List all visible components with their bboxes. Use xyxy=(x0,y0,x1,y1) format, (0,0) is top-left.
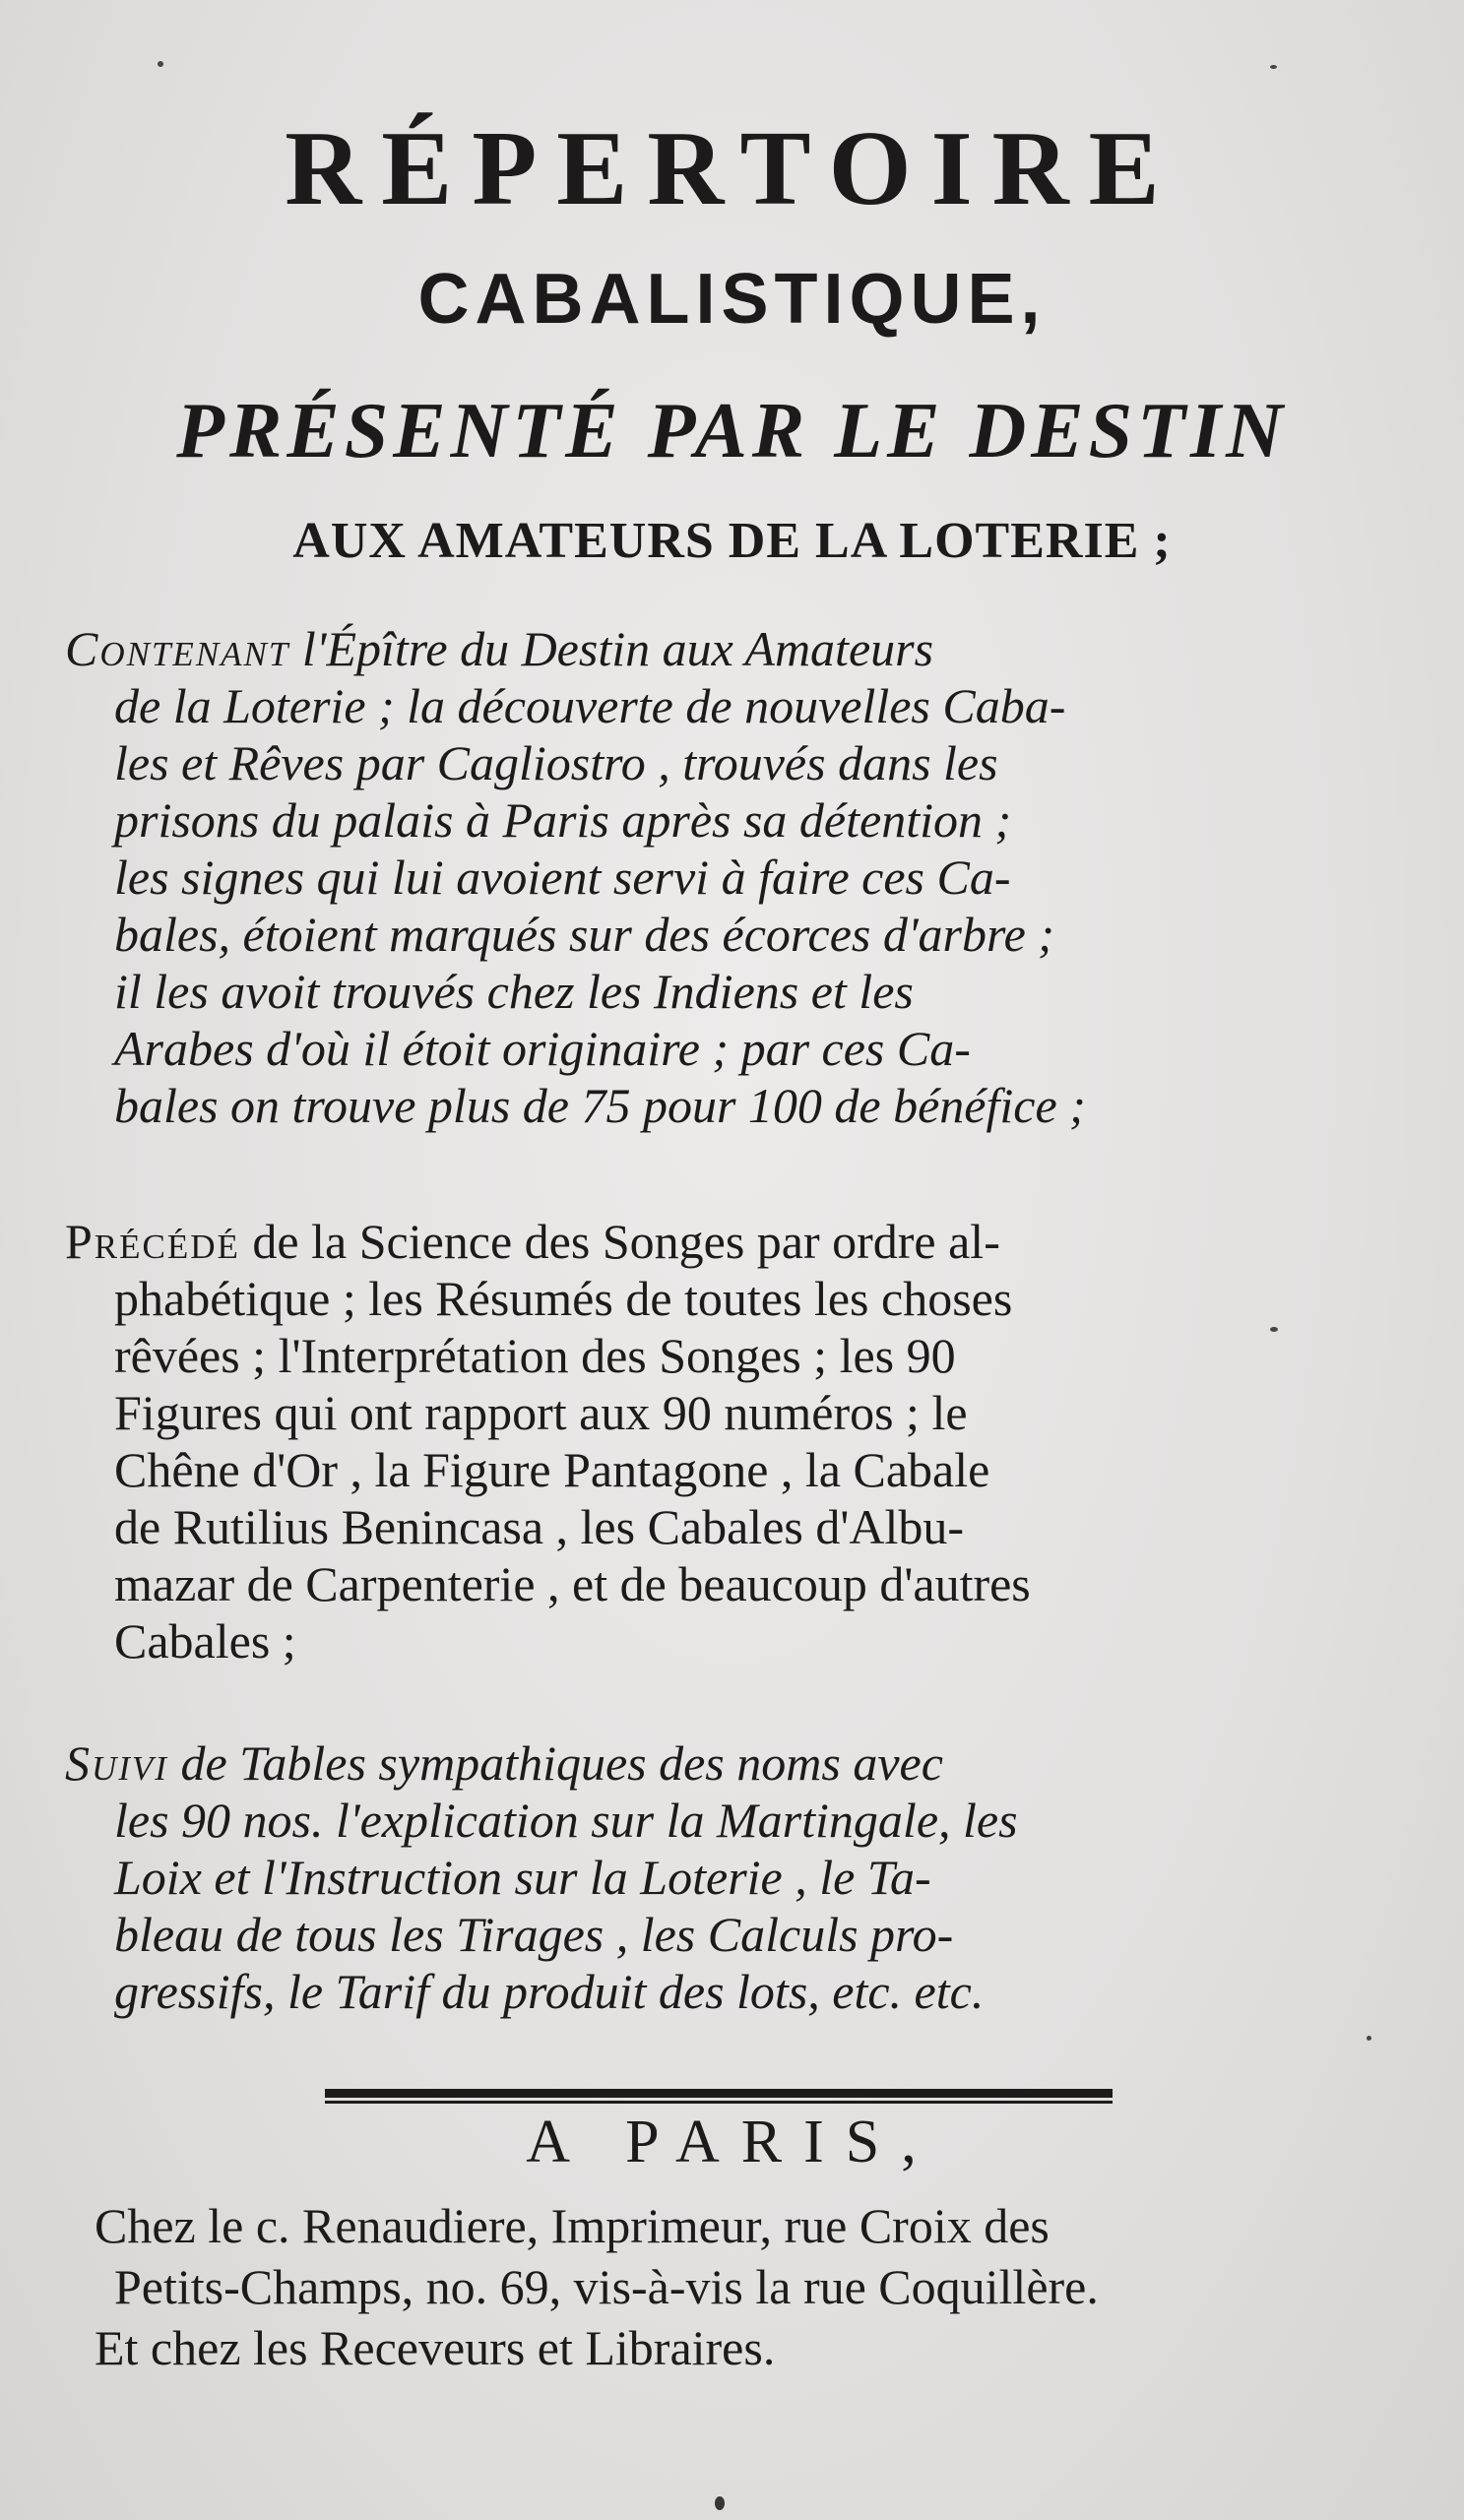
followed-line: Loix et l'Instruction sur la Loterie , le Ta- xyxy=(114,1850,931,1905)
preceded-line: Précédé de la Science des Songes par ordre al- xyxy=(65,1214,1000,1269)
ink-speck xyxy=(1367,2036,1371,2041)
preceded-lead: Précédé xyxy=(65,1214,240,1269)
contents-line: de la Loterie ; la découverte de nouvelles Caba- xyxy=(114,678,1066,733)
imprint-block xyxy=(95,2195,1374,2378)
preceded-line: mazar de Carpenterie , et de beaucoup d'autres xyxy=(114,1556,1031,1611)
preceded-paragraph xyxy=(65,1213,1345,1670)
contents-line: les et Rêves par Cagliostro , trouvés dans les xyxy=(114,735,998,790)
preceded-line: Chêne d'Or , la Figure Pantagone , la Cabale xyxy=(114,1442,990,1497)
contents-line: il les avoit trouvés chez les Indiens et les xyxy=(114,964,914,1019)
title-line-2: CABALISTIQUE, xyxy=(417,260,1047,339)
followed-paragraph xyxy=(65,1734,1345,2020)
place-of-publication: A PARIS, xyxy=(526,2109,938,2175)
followed-line: bleau de tous les Tirages , les Calculs pro- xyxy=(114,1907,954,1962)
ink-speck xyxy=(158,61,163,67)
contents-line: bales on trouve plus de 75 pour 100 de bénéfice ; xyxy=(114,1078,1086,1133)
imprint-line: Et chez les Receveurs et Libraires. xyxy=(95,2320,776,2375)
ornament-dot xyxy=(715,2496,725,2510)
preceded-line: rêvées ; l'Interprétation des Songes ; les 90 xyxy=(114,1328,956,1383)
followed-lead: Suivi xyxy=(65,1735,168,1791)
imprint-line: Petits-Champs, no. 69, vis-à-vis la rue Coquillère. xyxy=(114,2259,1099,2314)
followed-line: Suivi de Tables sympathiques des noms avec xyxy=(65,1735,943,1791)
followed-line: gressifs, le Tarif du produit des lots, etc. etc. xyxy=(114,1964,985,2019)
contents-line: Contenant l'Épître du Destin aux Amateurs xyxy=(65,621,934,676)
contents-line: bales, étoient marqués sur des écorces d'arbre ; xyxy=(114,907,1054,962)
preceded-line: Figures qui ont rapport aux 90 numéros ; le xyxy=(114,1385,968,1440)
preceded-line: Cabales ; xyxy=(114,1613,296,1669)
contents-line: prisons du palais à Paris après sa détention ; xyxy=(114,792,1012,848)
preceded-line: phabétique ; les Résumés de toutes les choses xyxy=(114,1271,1013,1326)
contents-line: les signes qui lui avoient servi à faire ces Ca- xyxy=(114,850,1011,905)
ink-speck xyxy=(1270,65,1277,69)
followed-line: les 90 nos. l'explication sur la Martingale, les xyxy=(114,1793,1018,1848)
title-line-3: PRÉSENTÉ PAR LE DESTIN xyxy=(176,388,1288,474)
preceded-line: de Rutilius Benincasa , les Cabales d'Albu- xyxy=(114,1499,965,1554)
title-line-1: RÉPERTOIRE xyxy=(285,110,1179,227)
imprint-line: Chez le c. Renaudiere, Imprimeur, rue Croix des xyxy=(95,2198,1050,2253)
title-line-4: AUX AMATEURS DE LA LOTERIE ; xyxy=(292,513,1172,569)
double-rule-divider xyxy=(325,2089,1113,2098)
contents-lead: Contenant xyxy=(65,621,290,676)
contents-line: Arabes d'où il étoit originaire ; par ces Ca- xyxy=(114,1021,971,1076)
contents-paragraph xyxy=(65,620,1345,1134)
